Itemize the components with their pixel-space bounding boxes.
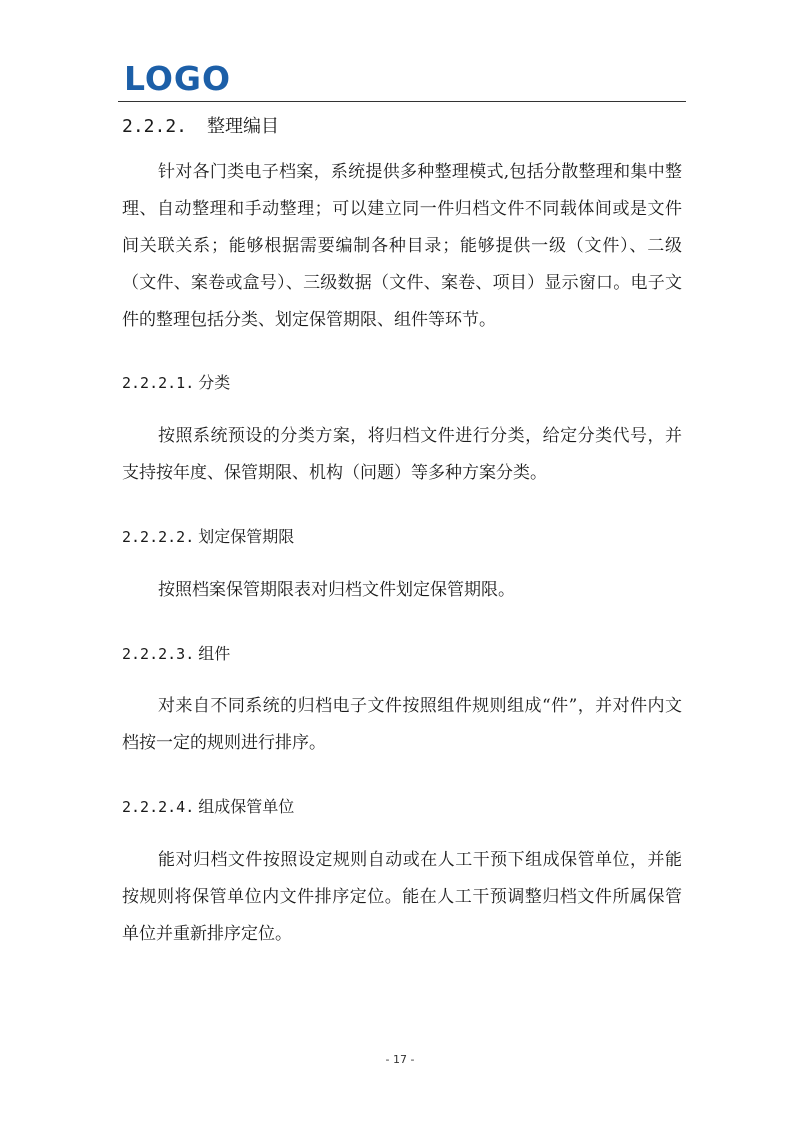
intro-paragraph: 针对各门类电子档案，系统提供多种整理模式,包括分散整理和集中整理、自动整理和手动整理；可以建立同一件归档文件不同载体间或是文件间关联关系；能够根据需要编制各种目录；能够提供一级（文件）、二级（文件、案卷或盒号）、三级数据（文件、案卷、项目）显示窗口。电子文件的整理包括分类、划定保管期限、组件等环节。 [122, 162, 682, 330]
subsection-heading [122, 371, 230, 395]
subsection-paragraph: 对来自不同系统的归档电子文件按照组件规则组成“件”，并对件内文档按一定的规则进行排序。 [122, 696, 682, 753]
subsection-paragraph: 按照档案保管期限表对归档文件划定保管期限。 [158, 580, 515, 600]
section-heading [122, 114, 279, 140]
section-title: 整理编目 [207, 116, 280, 137]
section-number: 2.2.2. [122, 116, 188, 137]
logo: LOGO [124, 59, 232, 98]
subsection-title: 分类 [198, 373, 231, 392]
subsection-number: 2.2.2.3. [122, 645, 195, 663]
subsection-heading [122, 525, 294, 549]
subsection-paragraph: 能对归档文件按照设定规则自动或在人工干预下组成保管单位，并能按规则将保管单位内文件排序定位。能在人工干预调整归档文件所属保管单位并重新排序定位。 [122, 850, 682, 944]
page-number: - 17 - [385, 1053, 415, 1066]
subsection-paragraph: 按照系统预设的分类方案，将归档文件进行分类，给定分类代号，并支持按年度、保管期限、机构（问题）等多种方案分类。 [122, 426, 682, 483]
header-divider [118, 101, 686, 102]
subsection-heading [122, 795, 294, 819]
subsection-heading [122, 642, 230, 666]
subsection-title: 组件 [198, 644, 231, 663]
subsection-title: 组成保管单位 [198, 797, 295, 816]
subsection-number: 2.2.2.2. [122, 528, 195, 546]
subsection-number: 2.2.2.4. [122, 798, 195, 816]
subsection-number: 2.2.2.1. [122, 374, 195, 392]
subsection-title: 划定保管期限 [198, 527, 295, 546]
